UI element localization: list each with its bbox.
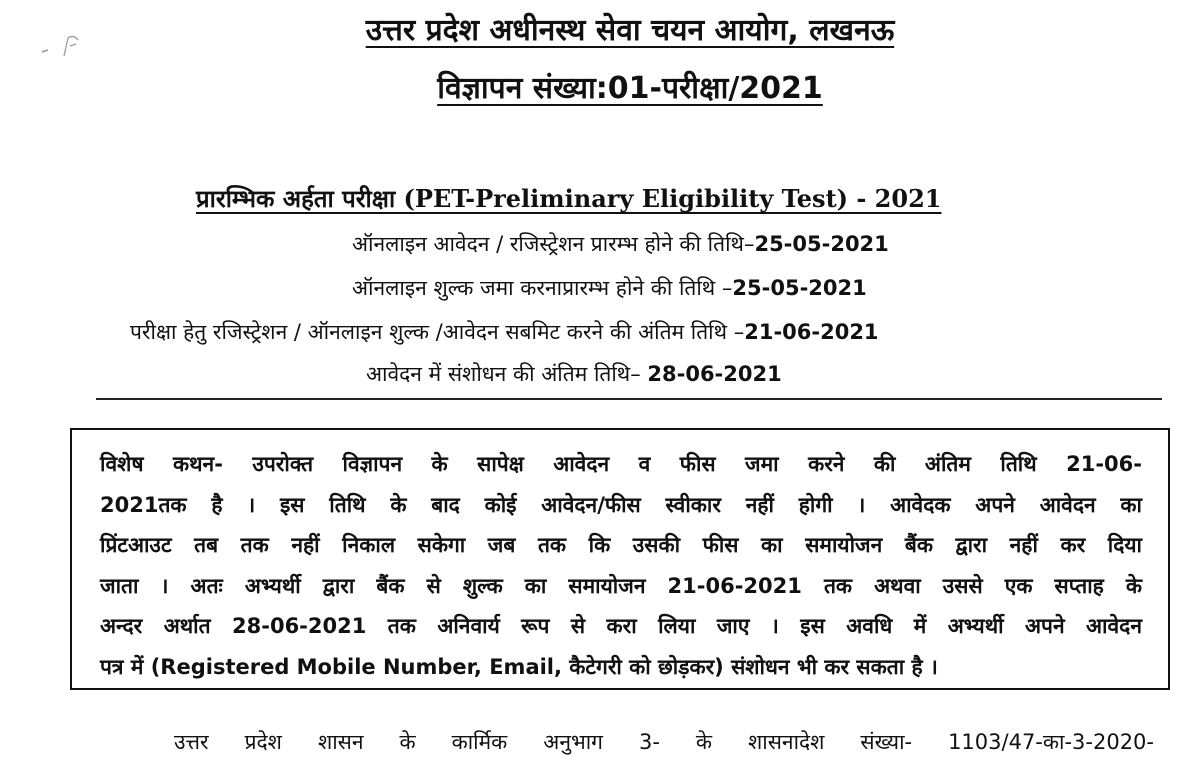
date-line-registration-start — [352, 230, 889, 258]
date-line-correction-last-date — [366, 360, 782, 388]
notice-line: अन्दर अर्थात 28-06-2021 तक अनिवार्य रूप से करा लिया जाए । इस अवधि में अभ्यर्थी अपने आवेदन — [100, 614, 1142, 638]
body-paragraph-line: उत्तर प्रदेश शासन के कार्मिक अनुभाग 3- के शासनादेश संख्या- 1103/47-का-3-2020- — [174, 730, 1154, 754]
commission-title: उत्तर प्रदेश अधीनस्थ सेवा चयन आयोग, लखनऊ — [365, 13, 895, 48]
notice-line: प्रिंटआउट तब तक नहीं निकाल सकेगा जब तक कि उसकी फीस का समायोजन बैंक द्वारा नहीं कर दिया — [100, 533, 1142, 557]
date-label: आवेदन में संशोधन की अंतिम तिथि– — [366, 362, 648, 386]
date-line-fee-start — [352, 274, 867, 302]
notice-line: जाता । अतः अभ्यर्थी द्वारा बैंक से शुल्क का समायोजन 21-06-2021 तक अथवा उससे एक सप्ताह के — [100, 573, 1142, 598]
advertisement-number: विज्ञापन संख्या:01-परीक्षा/2021 — [437, 71, 823, 106]
notice-line: पत्र में (Registered Mobile Number, Email, कैटेगरी को छोड़कर) संशोधन भी कर सकता है । — [100, 654, 938, 679]
notice-line: विशेष कथन- उपरोक्त विज्ञापन के सापेक्ष आवेदन व फीस जमा करने की अंतिम तिथि 21-06- — [100, 452, 1142, 476]
date-label: ऑनलाइन शुल्क जमा करनाप्रारम्भ होने की तिथि – — [352, 276, 733, 300]
date-value: 25-05-2021 — [754, 232, 889, 256]
notice-line: 2021तक है । इस तिथि के बाद कोई आवेदन/फीस स्वीकार नहीं होगी । आवेदक अपने आवेदन का — [100, 492, 1142, 517]
horizontal-divider — [96, 398, 1162, 400]
special-notice-box — [70, 428, 1170, 690]
date-value: 28-06-2021 — [647, 362, 782, 386]
date-label: परीक्षा हेतु रजिस्ट्रेशन / ऑनलाइन शुल्क /आवेदन सबमिट करने की अंतिम तिथि – — [130, 320, 745, 344]
date-label: ऑनलाइन आवेदन / रजिस्ट्रेशन प्रारम्भ होने की तिथि– — [352, 232, 755, 256]
date-value: 21-06-2021 — [744, 320, 879, 344]
date-value: 25-05-2021 — [732, 276, 867, 300]
date-line-last-date — [130, 318, 879, 346]
exam-title: प्रारम्भिक अर्हता परीक्षा (PET-Preliminary Eligibility Test) - 2021 — [196, 184, 942, 213]
